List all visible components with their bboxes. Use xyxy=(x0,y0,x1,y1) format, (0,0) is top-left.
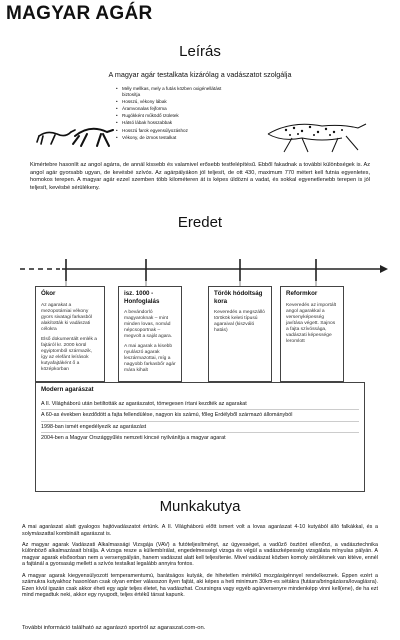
bullet-item: • Hosszú farok egyensúlyozáshoz xyxy=(116,128,226,134)
modern-row: A II. Világháború után betiltották az agarászatot, tömegesen írtani kezdték az agarakat xyxy=(41,399,359,411)
timeline-arrow-icon xyxy=(380,265,388,273)
greyhound-right-icon xyxy=(73,129,113,146)
page-title: MAGYAR AGÁR xyxy=(6,3,153,24)
card-text: Keveredés az importált angol agarakkal a versenyképesség javítása végett. Sajnos a fajta szívóssága, vadászati képessége leromlott xyxy=(286,302,337,344)
modern-row: 2004-ben a Magyar Országgyűlés nemzeti kincsé nyilvánítja a magyar agarat xyxy=(41,435,226,442)
modern-row: A 60-as években kezdődött a fajta fellendülése, nagyon kis számú, főleg Erdélyből származó állományból xyxy=(41,410,359,422)
bullet-item: • Rugókként működő Izületek xyxy=(116,113,226,119)
section-heading-leiras: Leírás xyxy=(179,43,221,60)
section-heading-munkakutya: Munkakutya xyxy=(159,498,241,515)
footer-suffix: -on. xyxy=(195,625,206,631)
bullet-item: • Vékony, de izmos testalkat xyxy=(116,135,226,141)
card-heading: Ókor xyxy=(41,290,56,297)
bullet-item: • Hosszú, vékony lábak xyxy=(116,99,226,105)
timeline-card-torok xyxy=(208,286,272,382)
card-text: Az agarakat a mezopotámiai vékony gyors sivatagi farkasból alakították ki vadászati célokra xyxy=(41,302,93,332)
greyhound-left-icon xyxy=(37,130,75,144)
footer-note xyxy=(22,625,378,631)
card-text: Keveredés a megszálló törökök keleti típusú agaraival (kiszváló hatás) xyxy=(214,310,265,333)
card-heading: isz. 1000 - Honfoglalás xyxy=(124,290,160,305)
timeline-card-reformkor xyxy=(280,286,344,382)
bullet-item: • Mély mellkas, mely a futás közben oxigénellátást biztosítja xyxy=(116,86,226,97)
card-text: Első dokumentált emlék a fajtáról kr. 2000 körül egyiptomból származik, így az elefánt leírások kutyafajtáként ő a középkorban xyxy=(41,336,97,372)
card-text: A mai agarak a kisebb nyulászó agarak leszármazottai, míg a nagyobb farkasbőr agár mára kihalt xyxy=(124,344,176,373)
paragraph: A mai agarászat alatt gyalogos hajtóvadászatot értünk. A II. Világháború előtt ismert volt a lovas agarászat 4-10 kutyából álló falkákkal, és a solymászattal kombinált agarászat is. xyxy=(22,524,378,537)
leiras-description: Kimértebre hasonlít az angol agárra, de annál kissebb és valamivel erősebb testfelépítésű. Ebből fakadnak a további különbségek is. Az angol agár gyorsabb ugyan, de kevésbé szívós. Az agárpályákon jól teljesít, de ott 430, maximum 770 métert kell futnia egyenletes, homokos terepen. A magyar agár ezzel szemben több kilométeren át is képes üldözni a vadat, és sokkal egyenetlenebb terepen is jól teljesít, kevésbé sérülékeny. xyxy=(30,162,370,191)
cheetah-illustration xyxy=(262,112,370,156)
timeline-card-honfoglalas xyxy=(118,286,182,382)
card-heading: Reformkor xyxy=(286,290,318,297)
modern-heading: Modern agarászat xyxy=(41,386,94,393)
leiras-intro: A magyar agár testalkata kizárólag a vadászatot szolgálja xyxy=(108,70,292,79)
modern-agaraszat-box xyxy=(35,382,365,492)
footer-prefix: További információ található az agarászó sportról az xyxy=(22,625,158,631)
card-heading: Török hódoltság kora xyxy=(214,290,263,305)
paragraph: Az magyar agarak Vadászati Alkalmassági Vizsgája (VAV) a futóteljesítményt, az ügyességet, a vadűző ösztönt ellenőrzi, a vadásztechnika különböző alkalmazásait bírálja. A vizsga resze a küllembírálat, engedelmességi vizsga és végül a vadászképesség vizsgálata mínyulas pályán. A magyar agarak elsősorban nem a versenypályán, hanem vadászat alatt kell teljesítenie. Mivel vadászat közben komoly sérülésnek van kitéve, ennél a fajtánál a gyorsaság mellett a szívós testalkat legalább annyira fontos. xyxy=(22,541,378,568)
anatomy-bullet-list xyxy=(116,86,226,142)
footer-link[interactable]: agaraszat.com xyxy=(157,625,196,631)
section-heading-eredet: Eredet xyxy=(177,214,223,231)
paragraph: A magyar agarak kiegyensúlyozott temperamentumú, barátságos kutyák, de hihetetlen mértékű mozgásigénnyel rendelkeznek. Éppen ezért a számukra kutyakhoz hasonlóan csak olyan ember válasszon ilyen fajtát, aki képes a heti minimum 30km-es sétákra (futásra/bringázásra/lovaglásra). Ezen kívül igazán csak akkor éheti egy agár teljes életet, ha vadászhat. Coursingra vagy egyéb agárversenyre mindenképp vinni kell(ene), de ha ezt mind megadtuk neki, akkor egy nyugodt, teljes értékű társat kapunk. xyxy=(22,572,378,599)
card-text: A bevándorló magyaroknak – mint minden lovas, nomád népcsoportnak – megvolt a saját agara. xyxy=(124,310,173,339)
timeline-card-okor xyxy=(35,286,105,382)
munkakutya-text xyxy=(22,524,378,603)
bullet-item: • Hátsó lábak hosszabbak xyxy=(116,120,226,126)
bullet-item: • Áramvonalas fejforma xyxy=(116,106,226,112)
modern-row: 1998-ban ismét engedélyezik az agarászást xyxy=(41,422,359,434)
greyhound-running-illustration xyxy=(35,110,117,158)
